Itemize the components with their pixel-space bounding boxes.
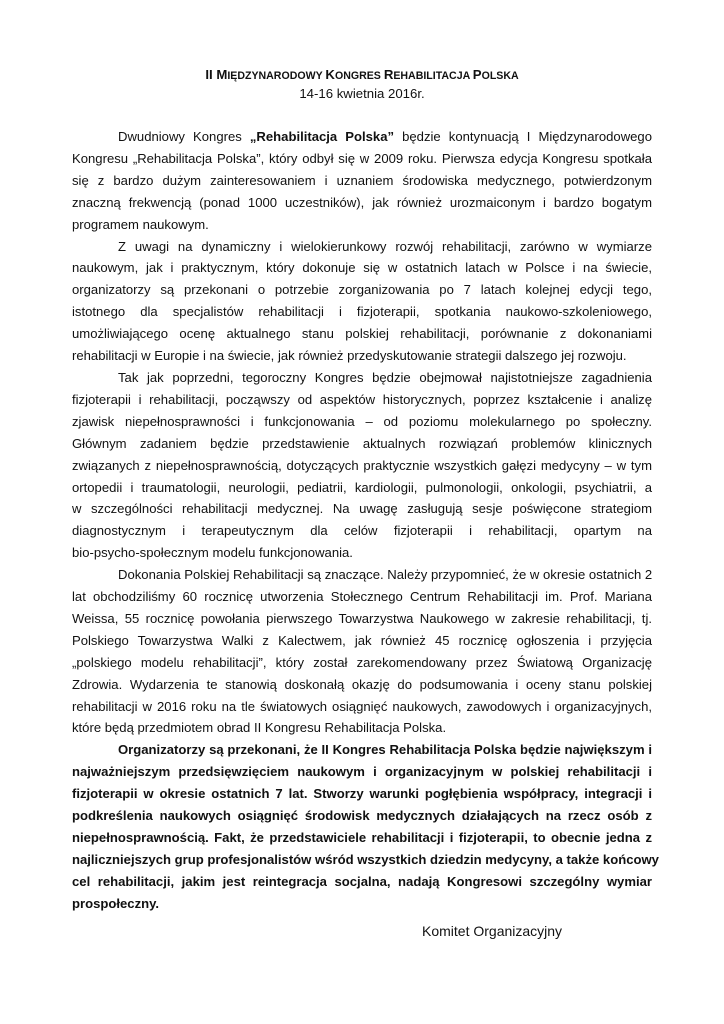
paragraph <box>72 236 652 367</box>
text-line: które będą przedmiotem obrad II Kongresu Rehabilitacja Polska. <box>72 720 447 736</box>
text-line: się z bardzo dużym zainteresowaniem i uznaniem środowiska medycznego, potwierdzonym <box>72 172 652 188</box>
text-line: Z uwagi na dynamiczny i wielokierunkowy rozwój rehabilitacji, zarówno w wymiarze <box>118 238 652 254</box>
text-line: Głównym zadaniem będzie przedstawienie aktualnych rozwiązań problemów klinicznych <box>72 435 652 451</box>
text-line: najważniejszym przedsięwzięciem naukowym i organizacyjnym w polskiej rehabilitacji i <box>72 764 652 780</box>
document-page <box>72 66 659 915</box>
text-line: cel rehabilitacji, jakim jest reintegracja socjalna, nadają Kongresowi szczególny wymiar <box>72 873 652 889</box>
text-line: rehabilitacji w Europie i na świecie, jak również przedyskutowanie strategii dalszego jej rozwoju. <box>72 348 627 364</box>
paragraph <box>72 126 652 236</box>
document-date: 14-16 kwietnia 2016r. <box>299 86 425 101</box>
text-line: Tak jak poprzedni, tegoroczny Kongres będzie obejmował najistotniejsze zagadnienia <box>118 369 652 385</box>
text-line: umożliwiającego ocenę aktualnego stanu polskiej rehabilitacji, porównanie z dokonaniami <box>72 326 652 342</box>
text-line: znaczną frekwencją (ponad 1000 uczestników), jak również urozmaiconym i bardzo bogatym <box>72 194 652 210</box>
document-body <box>72 126 659 915</box>
text-line: fizjoterapii w okresie ostatnich 7 lat. Stworzy warunki pogłębienia współpracy, integracji i <box>72 786 652 802</box>
title-part: R <box>383 67 394 82</box>
text-line: Organizatorzy są przekonani, że II Kongres Rehabilitacja Polska będzie największym i <box>118 742 652 758</box>
text-line: ortopedii i traumatologii, neurologii, pediatrii, kardiologii, pulmonologii, onkologii, psychiatrii, a <box>72 479 652 495</box>
text-line: bio-psycho-społecznym modelu funkcjonowania. <box>72 545 353 561</box>
text-line: prospołeczny. <box>72 895 160 911</box>
paragraph <box>72 739 659 914</box>
text-line: Zdrowia. Wydarzenia te stanowią doskonałą okazję do podsumowania i oceny stanu polskiej <box>72 676 652 692</box>
signature: Komitet Organizacyjny <box>422 923 563 939</box>
text-line: Weissa, 55 rocznicę powołania pierwszego Towarzystwa Naukowego w zakresie rehabilitacji, tj. <box>72 610 652 626</box>
text-line: zjawisk niepełnosprawności i funkcjonowania – od poziomu molekularnego po społeczny. <box>72 413 652 429</box>
title-part: OLSKA <box>481 70 519 82</box>
text-line: rehabilitacji w 2016 roku na tle światowych osiągnięć naukowych, zawodowych i organizacyjnych, <box>72 698 652 714</box>
text-line: organizatorzy są przekonani o potrzebie zorganizowania po 7 latach kolejnej edycji tego, <box>72 282 652 298</box>
text-line: „polskiego modelu rehabilitacji”, który został zarekomendowany przez Światową Organizację <box>72 654 652 670</box>
text-line: niepełnosprawnością. Fakt, że przedstawiciele rehabilitacji i fizjoterapii, to obecnie jedna z <box>72 830 652 845</box>
paragraph <box>72 367 652 564</box>
text-line: fizjoterapii i rehabilitacji, począwszy od aspektów historycznych, poprzez kształcenie i analizę <box>72 391 652 407</box>
text-line: istotnego dla specjalistów rehabilitacji i fizjoterapii, spotkania naukowo-szkoleniowego, <box>72 304 652 320</box>
paragraph <box>72 564 652 739</box>
text-line: Dwudniowy Kongres „Rehabilitacja Polska” będzie kontynuacją I Międzynarodowego <box>118 129 652 144</box>
document-title <box>72 66 652 85</box>
emphasis: „Rehabilitacja Polska” <box>249 129 395 144</box>
text-line: Polskiego Towarzystwa Walki z Kalectwem, jak również 45 rocznicę ogłoszenia i przyjęcia <box>72 632 652 648</box>
title-part: P <box>472 67 482 82</box>
text-line: podkreślenia naukowych osiągnięć środowisk medycznych działających na rzecz osób z <box>72 808 652 824</box>
title-part: IĘDZYNARODOWY <box>227 70 326 82</box>
text-line: programem naukowym. <box>72 216 209 232</box>
text-line: diagnostycznym i terapeutycznym dla celów fizjoterapii i rehabilitacji, opartym na <box>72 523 652 539</box>
text-line: Dokonania Polskiej Rehabilitacji są znaczące. Należy przypomnieć, że w okresie ostatnich 2 <box>118 567 653 583</box>
title-part: ONGRES <box>334 70 384 82</box>
title-part: II M <box>205 67 228 82</box>
title-part: EHABILITACJA <box>393 70 473 82</box>
title-part: K <box>325 67 335 82</box>
text-line: Kongresu „Rehabilitacja Polska”, który odbył się w 2009 roku. Pierwsza edycja Kongresu spotkała <box>72 150 652 166</box>
text-line: lat obchodziliśmy 60 rocznicę utworzenia Stołecznego Centrum Rehabilitacji im. Prof. Mariana <box>72 589 652 605</box>
text-line: naukowym, jak i praktycznym, który dokonuje się w ostatnich latach w Polsce i na świecie, <box>72 260 652 276</box>
text-line: związanych z niepełnosprawnością, dotyczących praktycznie wszystkich gałęzi medycyny – w tym <box>72 457 652 473</box>
text-line: w szczególności rehabilitacji medycznej. Na uwagę zasługują sesje poświęcone strategiom <box>72 501 652 517</box>
text-line: najliczniejszych grup profesjonalistów wśród wszystkich dziedzin medycyny, a także końcowy <box>72 851 659 867</box>
